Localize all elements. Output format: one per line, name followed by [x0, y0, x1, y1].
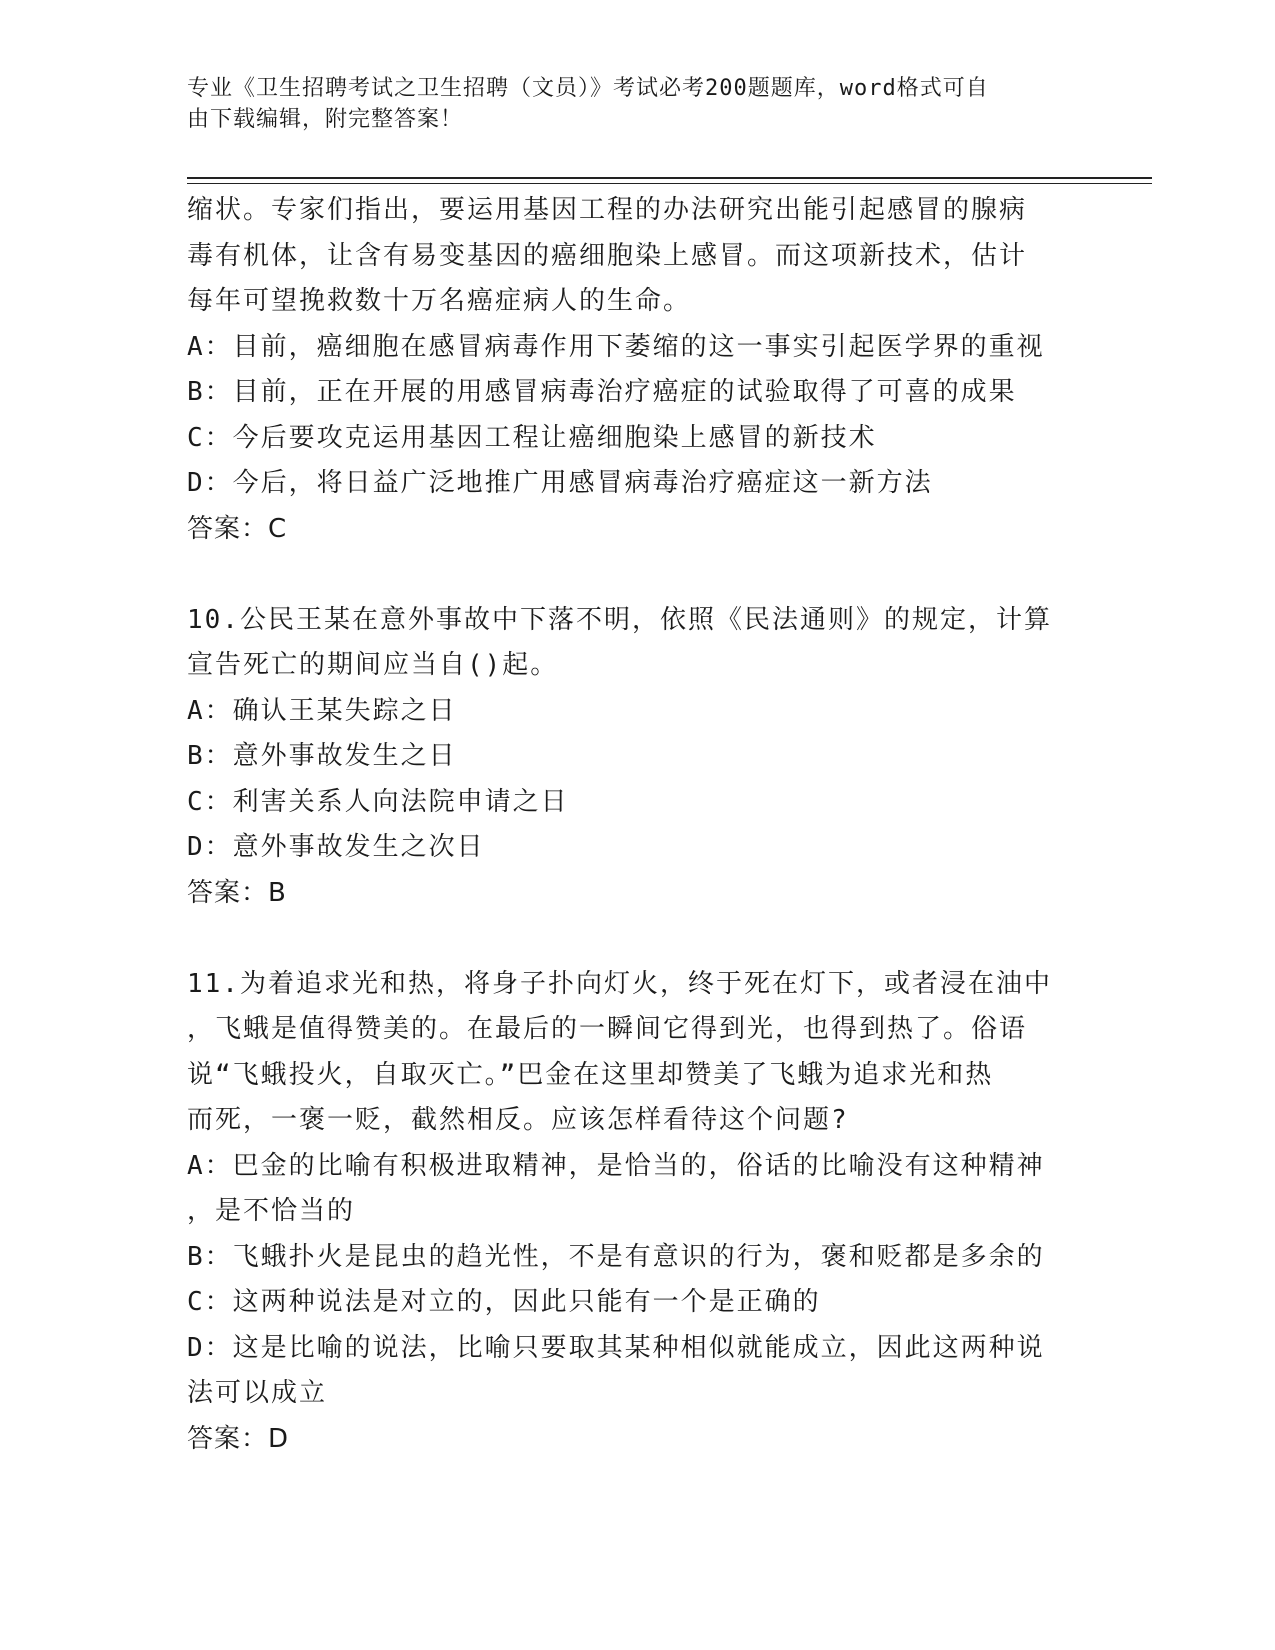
question-spacer	[187, 916, 1077, 962]
question-9	[187, 188, 1077, 552]
option-a: A：确认王某失踪之日	[187, 695, 457, 726]
question-stem-continued: 毒有机体，让含有易变基因的癌细胞染上感冒。而这项新技术，估计	[187, 240, 1028, 271]
option-d: D：今后，将日益广泛地推广用感冒病毒治疗癌症这一新方法	[187, 468, 933, 498]
option-b: B：飞蛾扑火是昆虫的趋光性，不是有意识的行为，褒和贬都是多余的	[187, 1241, 1045, 1272]
answer-line: 答案：C	[187, 513, 288, 544]
document-body	[187, 188, 1077, 1462]
option-c: C：利害关系人向法院申请之日	[187, 786, 569, 817]
option-d-continued: 法可以成立	[187, 1378, 328, 1408]
question-stem: 而死，一褒一贬，截然相反。应该怎样看待这个问题?	[187, 1105, 849, 1135]
question-stem: 宣告死亡的期间应当自()起。	[187, 650, 559, 680]
answer-line: 答案：B	[187, 877, 287, 908]
option-c: C：这两种说法是对立的，因此只能有一个是正确的	[187, 1287, 821, 1317]
question-stem-continued: 每年可望挽救数十万名癌症病人的生命。	[187, 286, 692, 316]
option-a-continued: ，是不恰当的	[187, 1196, 356, 1226]
header-title-line-1: 专业《卫生招聘考试之卫生招聘（文员）》考试必考200题题库，word格式可自	[187, 76, 989, 101]
question-stem: ，飞蛾是值得赞美的。在最后的一瞬间它得到光，也得到热了。俗语	[187, 1014, 1028, 1044]
header-divider-thin	[187, 183, 1152, 184]
answer-line: 答案：D	[187, 1423, 290, 1454]
question-11	[187, 962, 1077, 1463]
header-title-line-2: 由下载编辑，附完整答案！	[187, 107, 464, 132]
question-10	[187, 598, 1077, 917]
option-a: A：巴金的比喻有积极进取精神，是恰当的，俗话的比喻没有这种精神	[187, 1150, 1045, 1181]
question-stem: 说“飞蛾投火，自取灭亡。”巴金在这里却赞美了飞蛾为追求光和热	[187, 1059, 994, 1090]
question-spacer	[187, 552, 1077, 598]
option-d: D：这是比喻的说法，比喻只要取其某种相似就能成立，因此这两种说	[187, 1332, 1045, 1363]
page-header	[187, 73, 1067, 135]
header-divider-thick	[187, 177, 1152, 179]
question-stem: 10.公民王某在意外事故中下落不明，依照《民法通则》的规定，计算	[187, 604, 1052, 635]
option-d: D：意外事故发生之次日	[187, 832, 485, 862]
question-stem-continued: 缩状。专家们指出，要运用基因工程的办法研究出能引起感冒的腺病	[187, 195, 1028, 225]
option-b: B：意外事故发生之日	[187, 741, 457, 771]
question-stem: 11.为着追求光和热，将身子扑向灯火，终于死在灯下，或者浸在油中	[187, 968, 1052, 999]
option-c: C：今后要攻克运用基因工程让癌细胞染上感冒的新技术	[187, 422, 877, 453]
option-b: B：目前，正在开展的用感冒病毒治疗癌症的试验取得了可喜的成果	[187, 377, 1017, 407]
option-a: A：目前，癌细胞在感冒病毒作用下萎缩的这一事实引起医学界的重视	[187, 331, 1045, 362]
